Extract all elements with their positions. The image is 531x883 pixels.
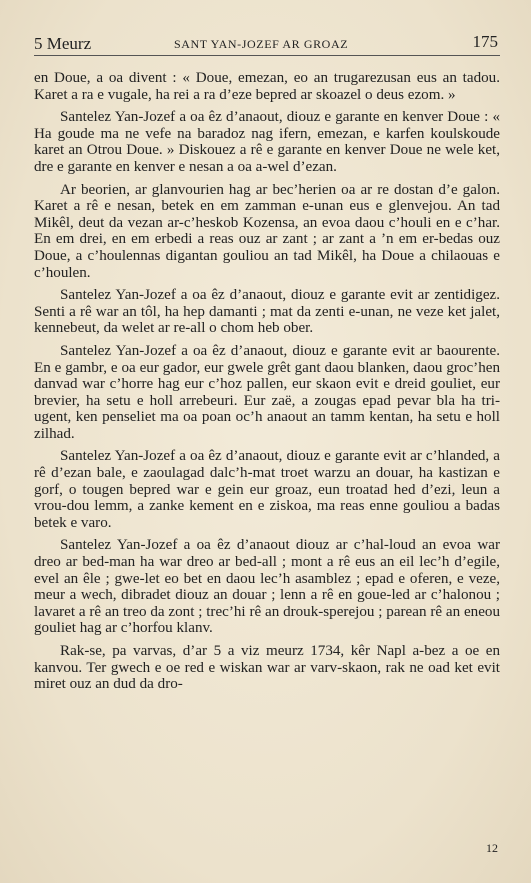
paragraph-7: Santelez Yan-Jozef a oa êz d’anaout diouz ar c’hal-loud an evoa war dreo ar bed-man ha war dreo ar bed-all ; mont a rê eus an eil lec’h d’egile, evel an êle ; gwe-let eo bet en daou lec’h asamblez ; epad e oferen, e veze, meur a wech, dibradet diouz an douar ; lenn a rê en goue-led ar c’halonou ; lavaret a rê an treo da zont ; trec’hi rê an drouk-sperejou ; parean rê an eneou gouliet hag ar c’horfou klanv. [34, 537, 500, 637]
header-date: 5 Meurz [34, 34, 92, 53]
paragraph-5: Santelez Yan-Jozef a oa êz d’anaout, diouz e garante evit ar baourente. En e gambr, e oa eur gador, eur gwele grêt gant daou blanken, daou groc’hen danvad war c’horre hag eur c’hoz pallen, eur skaon evit e dreid gouliet, eur brevier, ha setu e holl arrebeuri. Eur zaë, a zougas epad pevar bla ha tri-ugent, ken penseliet ma oa poan oc’h anaout an tamm kentan, ha setu e holl zilhad. [34, 342, 500, 442]
page-number: 175 [472, 32, 498, 51]
header-title: SANT YAN-JOZEF AR GROAZ [174, 37, 349, 51]
body-text [34, 70, 500, 699]
paragraph-8: Rak-se, pa varvas, d’ar 5 a viz meurz 1734, kêr Napl a-bez a oe en kanvou. Ter gwech e oe red e wiskan war ar varv-skaon, rak ne oad ket evit miret ouz an dud da dro- [34, 643, 500, 693]
paragraph-6: Santelez Yan-Jozef a oa êz d’anaout, diouz e garante evit ar c’hlanded, a rê d’ezan bale, e zaoulagad dalc’h-mat troet warzu an douar, ha kastizan e gorf, o tougen bepred war e gein eur groaz, eun troatad hed d’ezi, leun a vrou-dou lemm, a zanke kement en e ziskoa, ma reas enne gouliou a badas betek e varo. [34, 448, 500, 531]
paragraph-4: Santelez Yan-Jozef a oa êz d’anaout, diouz e garante evit ar zentidigez. Senti a rê war an tôl, ha hep damanti ; mat da zenti e-unan, ne veze ket jalet, kennebeut, da welet ar re-all o chom heb ober. [34, 287, 500, 337]
paragraph-3: Ar beorien, ar glanvourien hag ar bec’herien oa ar re dostan d’e galon. Karet a rê e nesan, betek en em zamman e-unan eus e glenvejou. An tad Mikêl, deut da vezan ar-c’heskob Kozensa, an evoa daou c’houli en e c’har. En em drei, en em erbedi a reas ouz ar zant ; ar zant a ’n em er-bedas ouz Doue, a c’houlennas digantan gouliou an tad Mikêl, ha Doue a chilaouas e c’houlen. [34, 181, 500, 281]
signature-mark: 12 [486, 841, 498, 855]
paragraph-1: en Doue, a oa divent : « Doue, emezan, eo an trugarezusan eus an tadou. Karet a ra e vugale, ha rei a ra d’eze bepred ar skoazel o deus ezom. » [34, 70, 500, 103]
running-header [34, 32, 500, 54]
header-rule [34, 55, 500, 56]
paragraph-2: Santelez Yan-Jozef a oa êz d’anaout, diouz e garante en kenver Doue : « Ha goude ma ne vefe na baradoz nag ifern, emezan, e karfen koulskoude karet an Otrou Doue. » Diskouez a rê e garante en kenver Doue ne wele ket, dre e garante en kenver e nesan a oa a-wel d’ezan. [34, 109, 500, 175]
